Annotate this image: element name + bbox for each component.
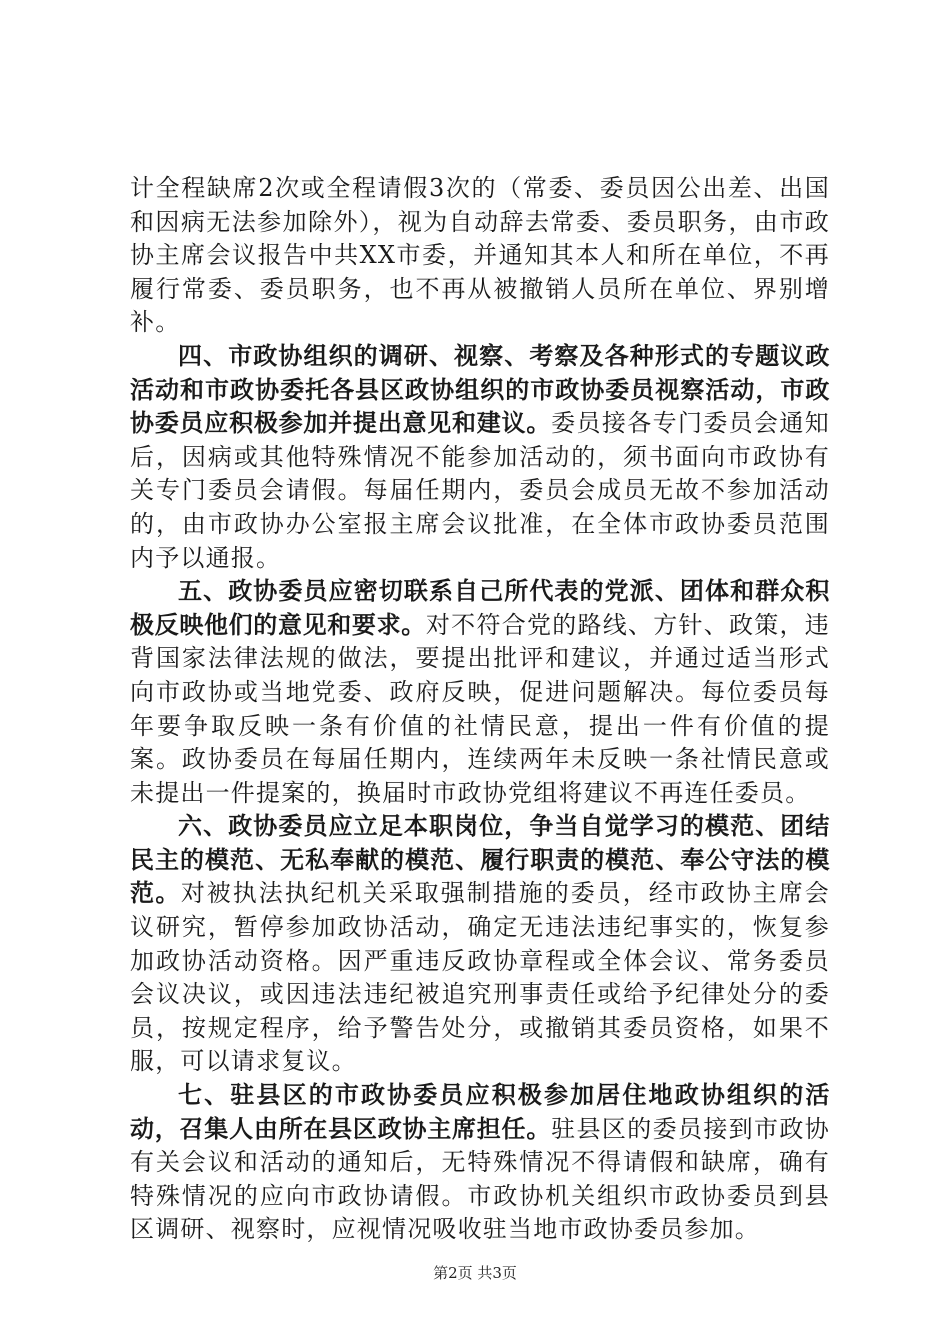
paragraph-text: 委员接各专门委员会通知后，因病或其他特殊情况不能参加活动的，须书面向市政协有关专门委员会请假。每届任期内，委员会成员无故不参加活动的，由市政协办公室报主席会议批准，在全体市政协委员范围内予以通报。 [130, 409, 830, 572]
page-number-label: 第2页 共3页 [433, 1264, 517, 1282]
article-heading: 四、市政协组织的调研、视察、考察及各种形式的专题议政活动和市政协委托各县区政协组织的市政协委员视察活动，市政协委员应积极参加并提出意见和建议。 [130, 341, 830, 438]
article-heading: 六、政协委员应立足本职岗位，争当自觉学习的模范、团结民主的模范、无私奉献的模范、履行职责的模范、奉公守法的模范。 [130, 812, 830, 908]
paragraph-article-6 [130, 810, 830, 1079]
article-heading: 七、驻县区的市政协委员应积极参加居住地政协组织的活动，召集人由所在县区政协主席担任。 [130, 1081, 830, 1143]
paragraph-text: 计全程缺席2次或全程请假3次的（常委、委员因公出差、出国和因病无法参加除外），视为自动辞去常委、委员职务，由市政协主席会议报告中共XX市委，并通知其本人和所在单位，不再履行常委、委员职务，也不再从被撤销人员所在单位、界别增补。 [130, 174, 830, 337]
paragraph-article-4 [130, 340, 830, 575]
paragraph-text: 对被执法执纪机关采取强制措施的委员，经市政协主席会议研究，暂停参加政协活动，确定无违法违纪事实的，恢复参加政协活动资格。因严重违反政协章程或全体会议、常务委员会议决议，或因违法违纪被追究刑事责任或给予纪律处分的委员，按规定程序，给予警告处分，或撤销其委员资格，如果不服，可以请求复议。 [130, 879, 831, 1076]
paragraph-text: 驻县区的委员接到市政协有关会议和活动的通知后，无特殊情况不得请假和缺席，确有特殊情况的应向市政协请假。市政协机关组织市政协委员到县区调研、视察时，应视情况吸收驻当地市政协委员参加。 [130, 1114, 830, 1244]
document-body [130, 172, 830, 1247]
paragraph-article-5 [130, 575, 830, 810]
page-footer [0, 1262, 950, 1283]
paragraph-text: 对不符合党的路线、方针、政策，违背国家法律法规的做法，要提出批评和建议，并通过适当形式向市政协或当地党委、政府反映，促进问题解决。每位委员每年要争取反映一条有价值的社情民意，提出一件有价值的提案。政协委员在每届任期内，连续两年未反映一条社情民意或未提出一件提案的，换届时市政协党组将建议不再连任委员。 [130, 610, 831, 807]
article-heading: 五、政协委员应密切联系自己所代表的党派、团体和群众积极反映他们的意见和要求。 [130, 577, 830, 639]
paragraph-article-7 [130, 1079, 830, 1247]
paragraph-continuation [130, 172, 830, 340]
